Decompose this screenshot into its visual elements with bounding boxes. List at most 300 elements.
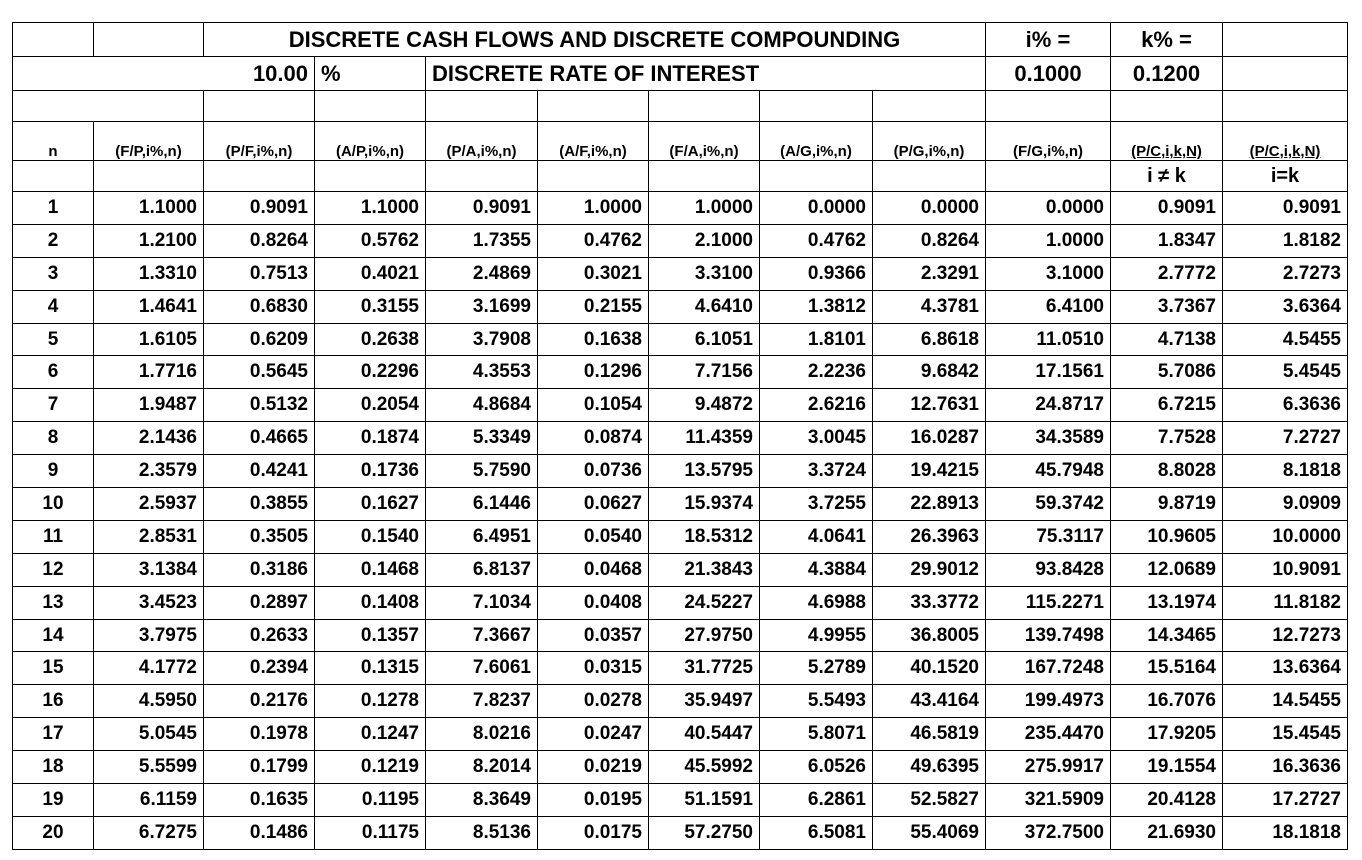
empty-cell [538, 161, 649, 192]
factor-cell: 15.9374 [649, 488, 760, 521]
factor-cell: 4.7138 [1111, 323, 1223, 356]
factor-cell: 0.3155 [315, 290, 426, 323]
factor-cell: 1.0000 [649, 192, 760, 225]
factor-cell: 14.5455 [1223, 685, 1348, 718]
factor-cell: 5.7086 [1111, 356, 1223, 389]
factor-cell: 3.7975 [94, 619, 204, 652]
factor-cell: 372.7500 [986, 816, 1111, 849]
factor-cell: 1.4641 [94, 290, 204, 323]
factor-cell: 13.6364 [1223, 652, 1348, 685]
period-cell: 18 [13, 751, 94, 784]
empty-cell [426, 161, 538, 192]
factor-cell: 0.1540 [315, 520, 426, 553]
factor-cell: 0.9091 [204, 192, 315, 225]
factor-cell: 34.3589 [986, 422, 1111, 455]
factor-cell: 7.3667 [426, 619, 538, 652]
table-row [13, 816, 1348, 849]
percent-sign: % [315, 57, 426, 91]
column-header-row [13, 122, 1348, 161]
factor-cell: 0.8264 [204, 224, 315, 257]
k-label: k% = [1111, 23, 1223, 57]
factor-cell: 4.0641 [760, 520, 873, 553]
empty-cell [538, 91, 649, 122]
table-row [13, 257, 1348, 290]
factor-cell: 1.3812 [760, 290, 873, 323]
factor-cell: 59.3742 [986, 488, 1111, 521]
factor-cell: 4.5950 [94, 685, 204, 718]
factor-cell: 3.4523 [94, 586, 204, 619]
factor-cell: 0.9366 [760, 257, 873, 290]
factor-cell: 75.3117 [986, 520, 1111, 553]
factor-cell: 3.1699 [426, 290, 538, 323]
factor-cell: 6.7215 [1111, 389, 1223, 422]
factor-cell: 0.0874 [538, 422, 649, 455]
factor-cell: 57.2750 [649, 816, 760, 849]
factor-cell: 1.8101 [760, 323, 873, 356]
factor-cell: 0.0000 [760, 192, 873, 225]
factor-cell: 1.7716 [94, 356, 204, 389]
factor-cell: 2.4869 [426, 257, 538, 290]
factor-cell: 7.6061 [426, 652, 538, 685]
column-header: (P/G,i%,n) [873, 122, 986, 161]
factor-cell: 0.0627 [538, 488, 649, 521]
factor-cell: 21.6930 [1111, 816, 1223, 849]
factor-cell: 0.0278 [538, 685, 649, 718]
factor-cell: 4.3781 [873, 290, 986, 323]
factor-cell: 7.1034 [426, 586, 538, 619]
empty-cell [426, 91, 538, 122]
factor-cell: 8.8028 [1111, 455, 1223, 488]
factor-cell: 3.7908 [426, 323, 538, 356]
factor-cell: 2.3579 [94, 455, 204, 488]
factor-cell: 167.7248 [986, 652, 1111, 685]
factor-cell: 0.1278 [315, 685, 426, 718]
period-cell: 12 [13, 553, 94, 586]
factor-cell: 0.2155 [538, 290, 649, 323]
column-header: n [13, 122, 94, 161]
factor-cell: 321.5909 [986, 784, 1111, 817]
factor-cell: 52.5827 [873, 784, 986, 817]
period-cell: 2 [13, 224, 94, 257]
period-cell: 16 [13, 685, 94, 718]
factor-cell: 0.3855 [204, 488, 315, 521]
empty-cell [760, 91, 873, 122]
factor-cell: 0.5645 [204, 356, 315, 389]
table-row [13, 751, 1348, 784]
factor-cell: 0.2176 [204, 685, 315, 718]
factor-cell: 2.5937 [94, 488, 204, 521]
factor-cell: 0.1408 [315, 586, 426, 619]
factor-cell: 0.3021 [538, 257, 649, 290]
factor-cell: 93.8428 [986, 553, 1111, 586]
factor-cell: 4.6988 [760, 586, 873, 619]
factor-cell: 1.8347 [1111, 224, 1223, 257]
period-cell: 9 [13, 455, 94, 488]
factor-cell: 10.9091 [1223, 553, 1348, 586]
factor-cell: 21.3843 [649, 553, 760, 586]
factor-cell: 5.8071 [760, 718, 873, 751]
factor-cell: 0.2633 [204, 619, 315, 652]
factor-cell: 0.4762 [538, 224, 649, 257]
period-cell: 13 [13, 586, 94, 619]
factor-cell: 55.4069 [873, 816, 986, 849]
factor-cell: 8.5136 [426, 816, 538, 849]
factor-cell: 6.1446 [426, 488, 538, 521]
factor-cell: 6.4100 [986, 290, 1111, 323]
factor-cell: 16.0287 [873, 422, 986, 455]
table-row [13, 652, 1348, 685]
factor-cell: 0.2296 [315, 356, 426, 389]
period-cell: 14 [13, 619, 94, 652]
column-header: (P/A,i%,n) [426, 122, 538, 161]
factor-cell: 0.0195 [538, 784, 649, 817]
table-row [13, 488, 1348, 521]
table-row [13, 520, 1348, 553]
factor-cell: 8.0216 [426, 718, 538, 751]
factor-cell: 3.3100 [649, 257, 760, 290]
empty-cell [94, 23, 204, 57]
column-header: (F/G,i%,n) [986, 122, 1111, 161]
factor-cell: 13.1974 [1111, 586, 1223, 619]
factor-cell: 0.2897 [204, 586, 315, 619]
factor-cell: 0.2054 [315, 389, 426, 422]
factor-cell: 6.5081 [760, 816, 873, 849]
table-row [13, 685, 1348, 718]
period-cell: 7 [13, 389, 94, 422]
factor-cell: 0.1638 [538, 323, 649, 356]
factor-cell: 0.2638 [315, 323, 426, 356]
factor-cell: 6.1159 [94, 784, 204, 817]
factor-cell: 0.9091 [1111, 192, 1223, 225]
factor-cell: 6.7275 [94, 816, 204, 849]
factor-cell: 10.0000 [1223, 520, 1348, 553]
factor-cell: 5.5599 [94, 751, 204, 784]
subheader-i-eq-k: i=k [1223, 161, 1348, 192]
factor-cell: 9.4872 [649, 389, 760, 422]
factor-cell: 0.1296 [538, 356, 649, 389]
factor-cell: 4.9955 [760, 619, 873, 652]
factor-cell: 0.6830 [204, 290, 315, 323]
factor-cell: 45.7948 [986, 455, 1111, 488]
factor-cell: 2.1436 [94, 422, 204, 455]
factor-cell: 0.0736 [538, 455, 649, 488]
factor-cell: 29.9012 [873, 553, 986, 586]
factor-cell: 0.1247 [315, 718, 426, 751]
subheader-i-ne-k: i ≠ k [1111, 161, 1223, 192]
table-row [13, 323, 1348, 356]
factor-cell: 1.1000 [315, 192, 426, 225]
factor-cell: 1.6105 [94, 323, 204, 356]
factor-cell: 11.8182 [1223, 586, 1348, 619]
column-header: (P/C,i,k,N) [1223, 122, 1348, 161]
factor-cell: 0.4241 [204, 455, 315, 488]
factor-cell: 115.2271 [986, 586, 1111, 619]
factor-cell: 17.9205 [1111, 718, 1223, 751]
factor-cell: 1.9487 [94, 389, 204, 422]
empty-cell [13, 91, 204, 122]
factor-cell: 11.4359 [649, 422, 760, 455]
empty-cell [986, 161, 1111, 192]
empty-cell [649, 91, 760, 122]
factor-cell: 0.1468 [315, 553, 426, 586]
factor-cell: 1.0000 [986, 224, 1111, 257]
table-row [13, 586, 1348, 619]
period-cell: 10 [13, 488, 94, 521]
factor-cell: 0.1736 [315, 455, 426, 488]
empty-cell [315, 91, 426, 122]
k-value: 0.1200 [1111, 57, 1223, 91]
factor-cell: 0.3186 [204, 553, 315, 586]
factor-cell: 40.5447 [649, 718, 760, 751]
factor-cell: 3.3724 [760, 455, 873, 488]
factor-cell: 6.1051 [649, 323, 760, 356]
empty-cell [873, 91, 986, 122]
empty-cell [13, 161, 94, 192]
factor-cell: 1.3310 [94, 257, 204, 290]
i-value: 0.1000 [986, 57, 1111, 91]
factor-cell: 0.9091 [1223, 192, 1348, 225]
factor-cell: 18.5312 [649, 520, 760, 553]
factor-cell: 3.6364 [1223, 290, 1348, 323]
factor-cell: 45.5992 [649, 751, 760, 784]
empty-cell [94, 161, 204, 192]
factor-cell: 18.1818 [1223, 816, 1348, 849]
empty-cell [1223, 57, 1348, 91]
factor-cell: 17.2727 [1223, 784, 1348, 817]
factor-cell: 12.0689 [1111, 553, 1223, 586]
factor-cell: 1.8182 [1223, 224, 1348, 257]
rate-value: 10.00 [13, 57, 315, 91]
factor-cell: 8.3649 [426, 784, 538, 817]
factor-cell: 139.7498 [986, 619, 1111, 652]
factor-cell: 0.4665 [204, 422, 315, 455]
factor-cell: 14.3465 [1111, 619, 1223, 652]
factor-cell: 4.3884 [760, 553, 873, 586]
table-row [13, 784, 1348, 817]
title-row [13, 23, 1348, 57]
factor-cell: 0.1874 [315, 422, 426, 455]
factor-cell: 12.7631 [873, 389, 986, 422]
table-row [13, 553, 1348, 586]
factor-cell: 15.5164 [1111, 652, 1223, 685]
factor-cell: 5.0545 [94, 718, 204, 751]
factor-cell: 9.0909 [1223, 488, 1348, 521]
factor-cell: 4.8684 [426, 389, 538, 422]
factor-cell: 36.8005 [873, 619, 986, 652]
factor-cell: 24.8717 [986, 389, 1111, 422]
factor-cell: 5.7590 [426, 455, 538, 488]
factor-cell: 0.9091 [426, 192, 538, 225]
factor-cell: 20.4128 [1111, 784, 1223, 817]
factor-cell: 0.1486 [204, 816, 315, 849]
sheet-title: DISCRETE CASH FLOWS AND DISCRETE COMPOUNDING [204, 23, 986, 57]
empty-cell [1111, 91, 1223, 122]
factor-cell: 0.1175 [315, 816, 426, 849]
factor-cell: 5.4545 [1223, 356, 1348, 389]
factor-cell: 9.8719 [1111, 488, 1223, 521]
factor-cell: 0.0175 [538, 816, 649, 849]
factor-cell: 24.5227 [649, 586, 760, 619]
factor-cell: 0.0247 [538, 718, 649, 751]
factor-cell: 7.7156 [649, 356, 760, 389]
factor-cell: 0.1627 [315, 488, 426, 521]
column-header: (F/P,i%,n) [94, 122, 204, 161]
factor-cell: 46.5819 [873, 718, 986, 751]
factor-cell: 11.0510 [986, 323, 1111, 356]
factor-cell: 43.4164 [873, 685, 986, 718]
empty-cell [649, 161, 760, 192]
factor-cell: 0.1054 [538, 389, 649, 422]
period-cell: 15 [13, 652, 94, 685]
factor-cell: 4.1772 [94, 652, 204, 685]
factor-cell: 19.1554 [1111, 751, 1223, 784]
column-header: (A/P,i%,n) [315, 122, 426, 161]
factor-cell: 31.7725 [649, 652, 760, 685]
table-row [13, 718, 1348, 751]
factor-cell: 0.1799 [204, 751, 315, 784]
factor-cell: 6.3636 [1223, 389, 1348, 422]
factor-cell: 16.7076 [1111, 685, 1223, 718]
factor-cell: 9.6842 [873, 356, 986, 389]
factor-cell: 51.1591 [649, 784, 760, 817]
factor-cell: 0.0315 [538, 652, 649, 685]
empty-cell [986, 91, 1111, 122]
factor-cell: 235.4470 [986, 718, 1111, 751]
factor-cell: 7.2727 [1223, 422, 1348, 455]
empty-cell [315, 161, 426, 192]
factor-cell: 5.2789 [760, 652, 873, 685]
factor-cell: 8.2014 [426, 751, 538, 784]
factor-cell: 0.1978 [204, 718, 315, 751]
factor-cell: 33.3772 [873, 586, 986, 619]
factor-cell: 2.3291 [873, 257, 986, 290]
factor-cell: 0.5762 [315, 224, 426, 257]
table-row [13, 619, 1348, 652]
factor-cell: 2.2236 [760, 356, 873, 389]
period-cell: 11 [13, 520, 94, 553]
column-header: (P/F,i%,n) [204, 122, 315, 161]
factor-cell: 26.3963 [873, 520, 986, 553]
interest-factor-table [12, 22, 1348, 850]
factor-cell: 19.4215 [873, 455, 986, 488]
factor-cell: 3.1384 [94, 553, 204, 586]
factor-cell: 2.6216 [760, 389, 873, 422]
column-header: (P/C,i,k,N) [1111, 122, 1223, 161]
factor-cell: 3.1000 [986, 257, 1111, 290]
factor-cell: 15.4545 [1223, 718, 1348, 751]
factor-cell: 1.7355 [426, 224, 538, 257]
subheader-row [13, 161, 1348, 192]
empty-cell [13, 23, 94, 57]
factor-cell: 8.1818 [1223, 455, 1348, 488]
column-header: (A/G,i%,n) [760, 122, 873, 161]
factor-cell: 6.4951 [426, 520, 538, 553]
factor-cell: 0.7513 [204, 257, 315, 290]
factor-cell: 0.4762 [760, 224, 873, 257]
factor-cell: 40.1520 [873, 652, 986, 685]
table-row [13, 224, 1348, 257]
period-cell: 8 [13, 422, 94, 455]
factor-cell: 16.3636 [1223, 751, 1348, 784]
factor-cell: 6.8137 [426, 553, 538, 586]
factor-cell: 12.7273 [1223, 619, 1348, 652]
i-label: i% = [986, 23, 1111, 57]
factor-cell: 0.3505 [204, 520, 315, 553]
factor-cell: 0.2394 [204, 652, 315, 685]
factor-cell: 3.0045 [760, 422, 873, 455]
factor-cell: 0.4021 [315, 257, 426, 290]
factor-cell: 5.3349 [426, 422, 538, 455]
factor-cell: 7.7528 [1111, 422, 1223, 455]
empty-cell [204, 91, 315, 122]
empty-cell [1223, 23, 1348, 57]
factor-cell: 0.1635 [204, 784, 315, 817]
factor-cell: 2.1000 [649, 224, 760, 257]
factor-cell: 13.5795 [649, 455, 760, 488]
factor-cell: 6.0526 [760, 751, 873, 784]
table-row [13, 356, 1348, 389]
rate-caption: DISCRETE RATE OF INTEREST [426, 57, 986, 91]
empty-cell [873, 161, 986, 192]
factor-cell: 6.8618 [873, 323, 986, 356]
factor-cell: 2.8531 [94, 520, 204, 553]
factor-cell: 4.5455 [1223, 323, 1348, 356]
empty-cell [1223, 91, 1348, 122]
period-cell: 19 [13, 784, 94, 817]
period-cell: 1 [13, 192, 94, 225]
factor-cell: 6.2861 [760, 784, 873, 817]
factor-cell: 17.1561 [986, 356, 1111, 389]
factor-cell: 0.0357 [538, 619, 649, 652]
factor-cell: 1.2100 [94, 224, 204, 257]
factor-cell: 0.0000 [873, 192, 986, 225]
blank-row [13, 91, 1348, 122]
factor-cell: 1.1000 [94, 192, 204, 225]
factor-cell: 0.1219 [315, 751, 426, 784]
rate-row [13, 57, 1348, 91]
factor-cell: 0.8264 [873, 224, 986, 257]
period-cell: 6 [13, 356, 94, 389]
factor-cell: 0.1315 [315, 652, 426, 685]
factor-cell: 275.9917 [986, 751, 1111, 784]
factor-cell: 5.5493 [760, 685, 873, 718]
factor-cell: 2.7772 [1111, 257, 1223, 290]
factor-cell: 2.7273 [1223, 257, 1348, 290]
factor-cell: 0.5132 [204, 389, 315, 422]
factor-cell: 0.1195 [315, 784, 426, 817]
factor-cell: 0.0000 [986, 192, 1111, 225]
period-cell: 4 [13, 290, 94, 323]
table-row [13, 389, 1348, 422]
factor-cell: 4.6410 [649, 290, 760, 323]
factor-cell: 0.0540 [538, 520, 649, 553]
table-row [13, 290, 1348, 323]
column-header: (A/F,i%,n) [538, 122, 649, 161]
factor-cell: 1.0000 [538, 192, 649, 225]
factor-cell: 22.8913 [873, 488, 986, 521]
factor-cell: 0.0219 [538, 751, 649, 784]
factor-cell: 3.7255 [760, 488, 873, 521]
table-row [13, 455, 1348, 488]
period-cell: 17 [13, 718, 94, 751]
factor-cell: 4.3553 [426, 356, 538, 389]
factor-cell: 27.9750 [649, 619, 760, 652]
factor-cell: 35.9497 [649, 685, 760, 718]
factor-cell: 10.9605 [1111, 520, 1223, 553]
factor-cell: 199.4973 [986, 685, 1111, 718]
factor-cell: 7.8237 [426, 685, 538, 718]
empty-cell [760, 161, 873, 192]
